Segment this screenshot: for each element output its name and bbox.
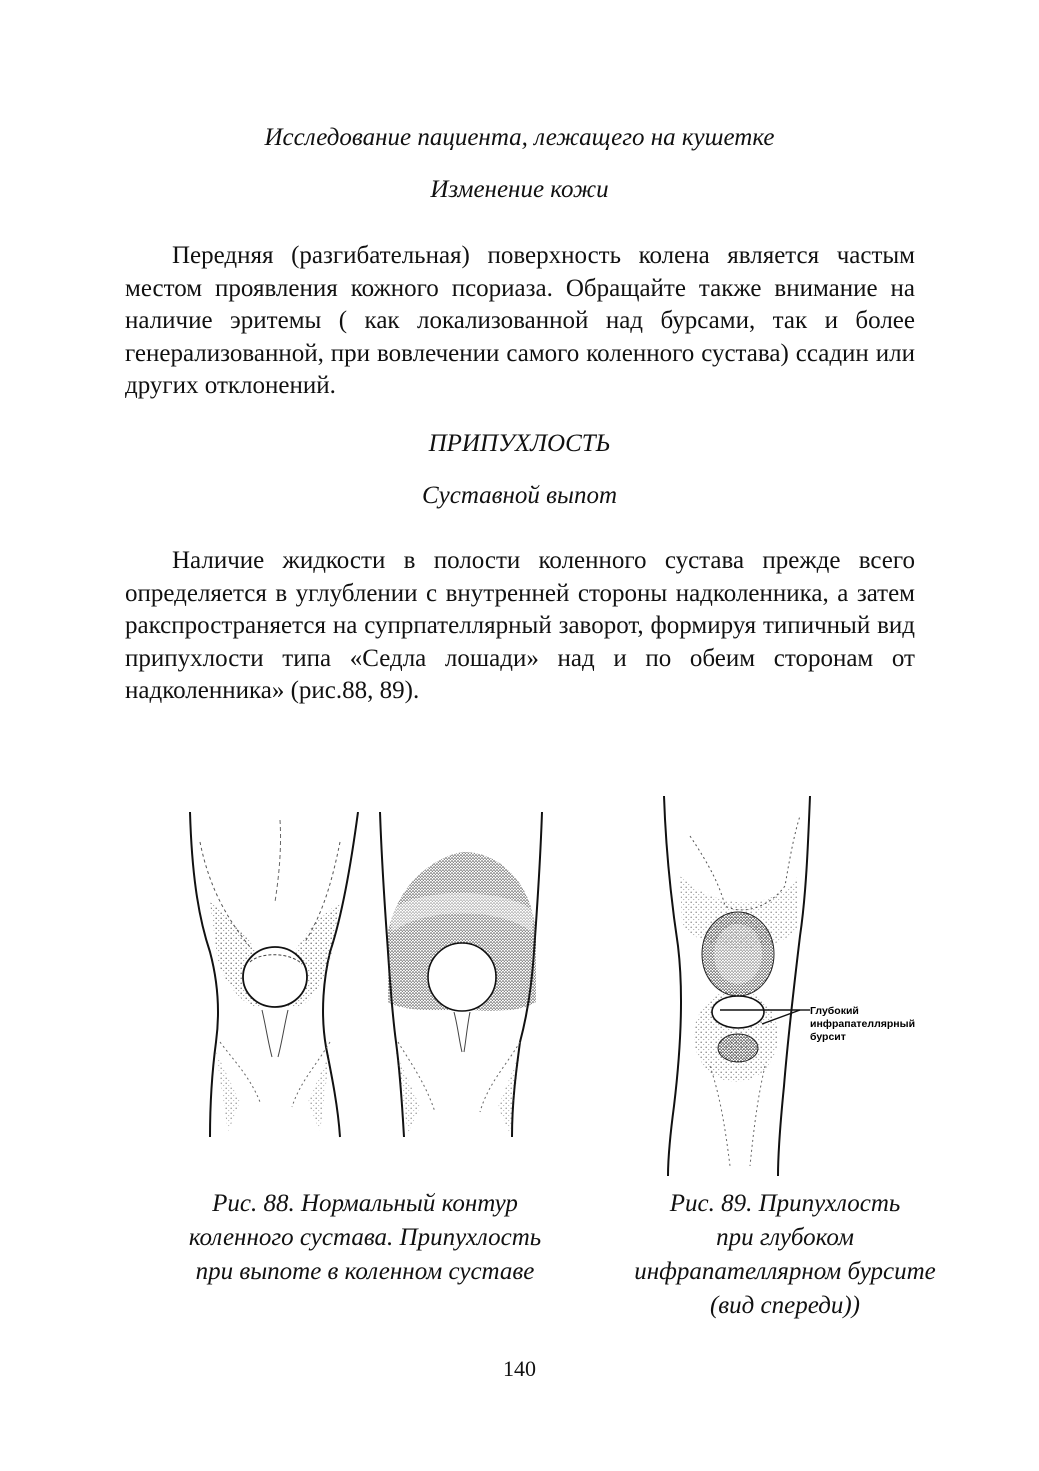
caption-88-line-1: Рис. 88. Нормальный контур	[212, 1190, 518, 1217]
figure-88-effusion-knee	[370, 812, 555, 1142]
figure-89-infrapatellar-bursitis	[650, 796, 940, 1181]
caption-89-line-2: при глубоком	[716, 1224, 854, 1251]
subsection-title-effusion: Суставной выпот	[421, 482, 618, 509]
subsection-title-skin: Изменение кожи	[430, 176, 609, 203]
figure-89-label-line-2: инфрапателлярный	[810, 1018, 916, 1030]
page-number: 140	[503, 1356, 536, 1381]
figure-88-normal-knee	[180, 812, 370, 1142]
caption-figure-88	[140, 1187, 590, 1289]
caption-89-line-3: инфрапателлярном бурсите	[634, 1258, 936, 1285]
caption-89-line-1: Рис. 89. Припухлость	[669, 1190, 901, 1217]
caption-89-line-4: (вид спереди))	[709, 1292, 861, 1319]
paragraph-effusion: Наличие жидкости в полости коленного сустава прежде всего определяется в углублении с внутренней стороны надколенника, а затем ракспространяется на супрпателлярный заворот, формируя типичный вид припухлости типа «Седла лошади» над и по обеим сторонам от надколенника» (рис.88, 89).	[125, 547, 915, 704]
caption-88-line-3: при выпоте в коленном суставе	[195, 1258, 535, 1285]
paragraph-skin: Передняя (разгибательная) поверхность колена является частым местом проявления кожного псориаза. Обращайте также внимание на наличие эритемы ( как локализованной над бурсами, так и более генерализованной, при вовлечении самого коленного сустава) ссадин или других отклонений.	[125, 242, 915, 399]
figure-89-label-line-3: бурсит	[810, 1031, 846, 1043]
heading-swelling: ПРИПУХЛОСТЬ	[428, 430, 611, 457]
caption-88-line-2: коленного сустава. Припухлость	[188, 1224, 542, 1251]
caption-figure-89	[590, 1187, 980, 1323]
figure-89-label-line-1: Глубокий	[810, 1005, 859, 1017]
section-title: Исследование пациента, лежащего на кушетке	[264, 124, 775, 151]
